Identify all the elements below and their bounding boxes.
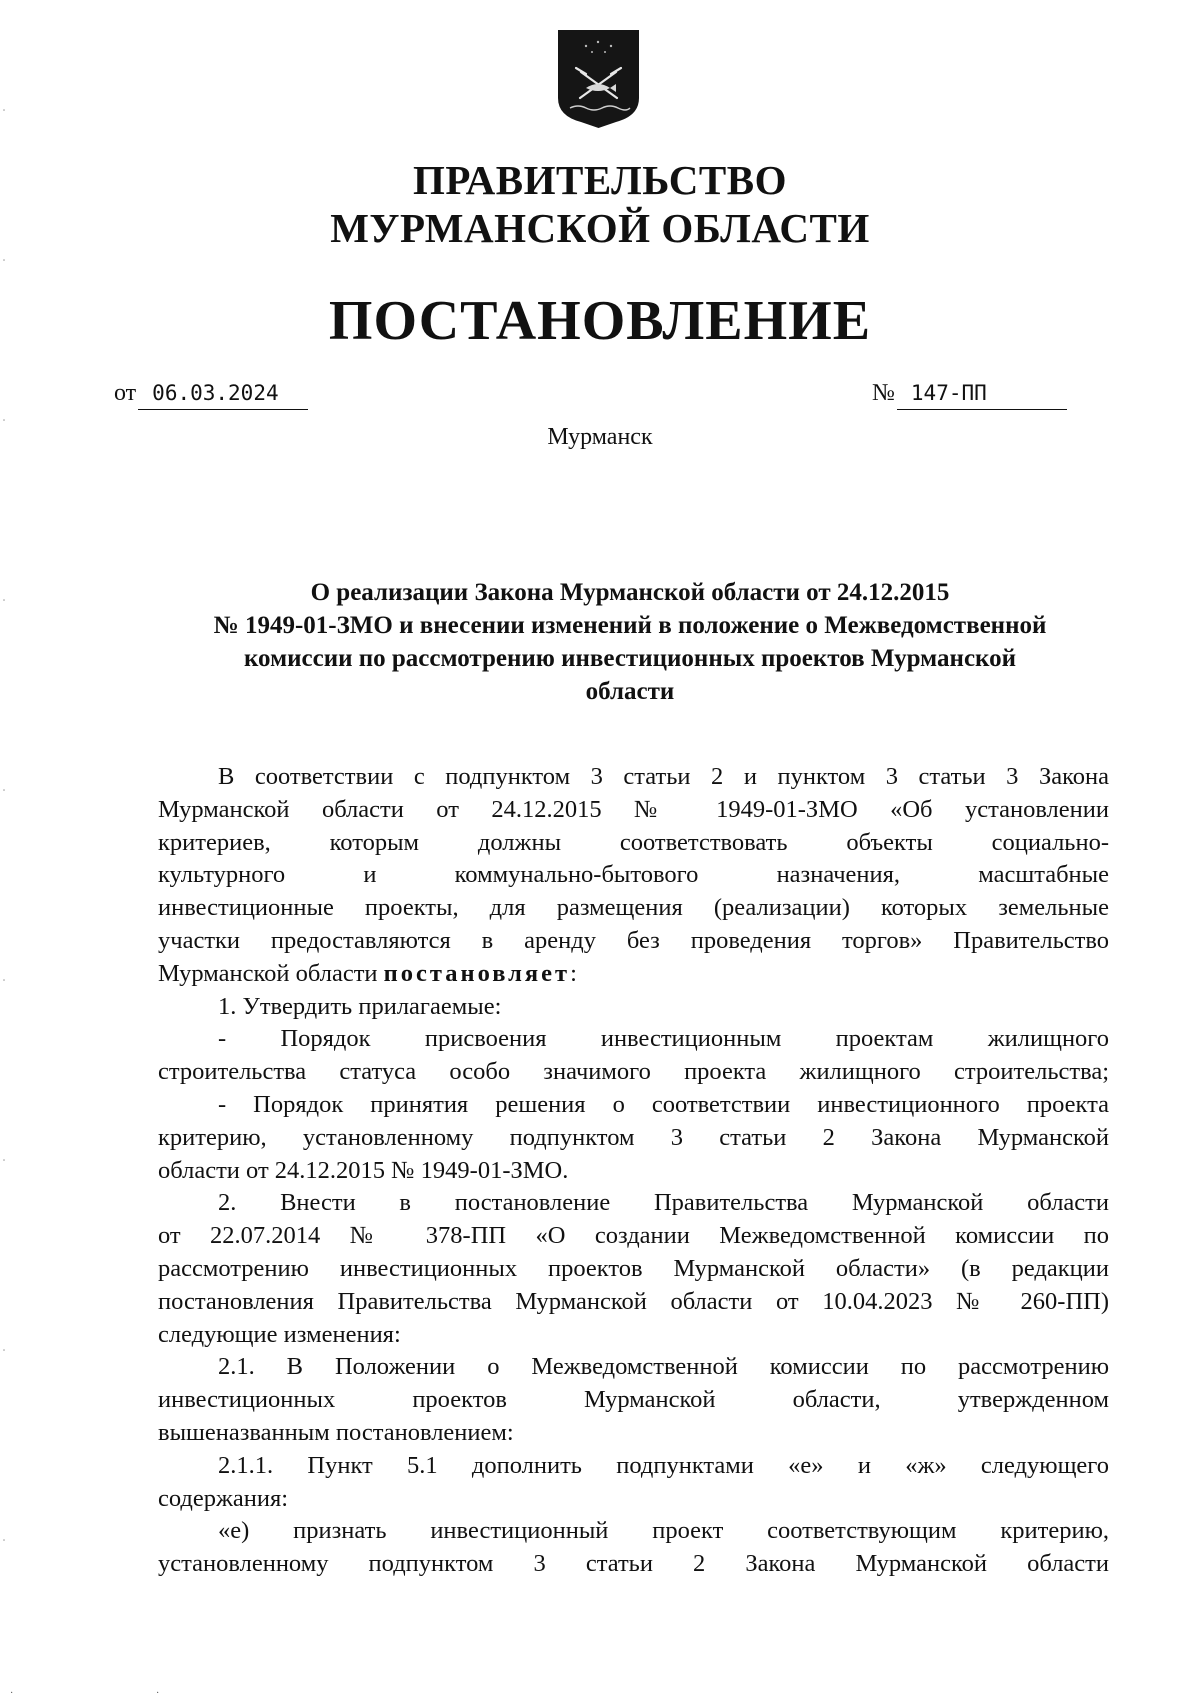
body-line: участки предоставляются в аренду без проведения торгов» Правительство [158, 926, 1109, 954]
government-name-line1: ПРАВИТЕЛЬСТВО [412, 157, 788, 203]
scan-mark: · [10, 1688, 14, 1699]
government-name-line2: МУРМАНСКОЙ ОБЛАСТИ [330, 205, 870, 251]
body-line: постановления Правительства Мурманской области от 10.04.2023 № 260-ПП) [158, 1287, 1109, 1315]
body-line: установленному подпунктом 3 статьи 2 Закона Мурманской области [158, 1550, 1109, 1578]
body-line: критерию, установленному подпунктом 3 статьи 2 Закона Мурманской [158, 1123, 1109, 1151]
body-line: области от 24.12.2015 № 1949-01-ЗМО. [158, 1156, 569, 1184]
item-2-1-1: 2.1.1. Пункт 5.1 дополнить подпунктами «е» и «ж» следующего [218, 1451, 1109, 1479]
item-1: 1. Утвердить прилагаемые: [218, 992, 502, 1020]
title-line: О реализации Закона Мурманской области от 24.12.2015 [310, 579, 950, 606]
decree-lead: Мурманской области [158, 959, 378, 987]
body-line: инвестиционных проектов Мурманской области, утвержденном [158, 1386, 1109, 1414]
body-line: следующие изменения: [158, 1320, 401, 1348]
title-line: области [585, 678, 675, 705]
city: Мурманск [547, 424, 653, 450]
document-type: ПОСТАНОВЛЕНИЕ [328, 290, 872, 352]
body-line: - Порядок присвоения инвестиционным проектам жилищного [218, 1025, 1109, 1053]
body-line: - Порядок принятия решения о соответствии инвестиционного проекта [218, 1090, 1109, 1118]
item-e: «е) признать инвестиционный проект соответствующим критерию, [218, 1517, 1109, 1545]
title-line: № 1949-01-ЗМО и внесении изменений в положение о Межведомственной [213, 612, 1047, 639]
body-line: критериев, которым должны соответствовать объекты социально- [158, 828, 1109, 856]
date-prefix: от [114, 380, 137, 406]
body-line: В соответствии с подпунктом 3 статьи 2 и пунктом 3 статьи 3 Закона [218, 763, 1109, 790]
number-value: 147-ПП [897, 378, 1067, 410]
body-line: инвестиционные проекты, для размещения (реализации) которых земельные [158, 894, 1109, 922]
document-title [150, 576, 1110, 708]
body-line: рассмотрению инвестиционных проектов Мурманской области» (в редакции [158, 1254, 1109, 1282]
murmansk-coat-of-arms-icon [556, 28, 641, 130]
body-line: содержания: [158, 1484, 289, 1512]
number-prefix: № [872, 380, 895, 406]
date-field [114, 378, 308, 410]
decree-keyword: постановляет [383, 959, 571, 987]
document-body [158, 761, 1109, 1581]
title-line: комиссии по рассмотрению инвестиционных проектов Мурманской [243, 645, 1017, 672]
item-2-1: 2.1. В Положении о Межведомственной комиссии по рассмотрению [218, 1353, 1109, 1381]
item-2: 2. Внести в постановление Правительства Мурманской области [218, 1189, 1109, 1217]
body-line: культурного и коммунально-бытового назначения, масштабные [158, 861, 1109, 889]
date-value: 06.03.2024 [138, 378, 308, 410]
scan-margin-marks [2, 0, 6, 1706]
body-line: Мурманской области от 24.12.2015 № 1949-01-ЗМО «Об установлении [158, 795, 1109, 823]
body-line-decree [158, 958, 1109, 991]
body-line: от 22.07.2014 № 378-ПП «О создании Межведомственной комиссии по [158, 1222, 1109, 1250]
body-line: строительства статуса особо значимого проекта жилищного строительства; [158, 1058, 1109, 1086]
scan-mark: · [156, 1688, 160, 1699]
body-line: вышеназванным постановлением: [158, 1418, 514, 1446]
number-field [872, 378, 1067, 410]
decree-colon: : [570, 959, 577, 987]
